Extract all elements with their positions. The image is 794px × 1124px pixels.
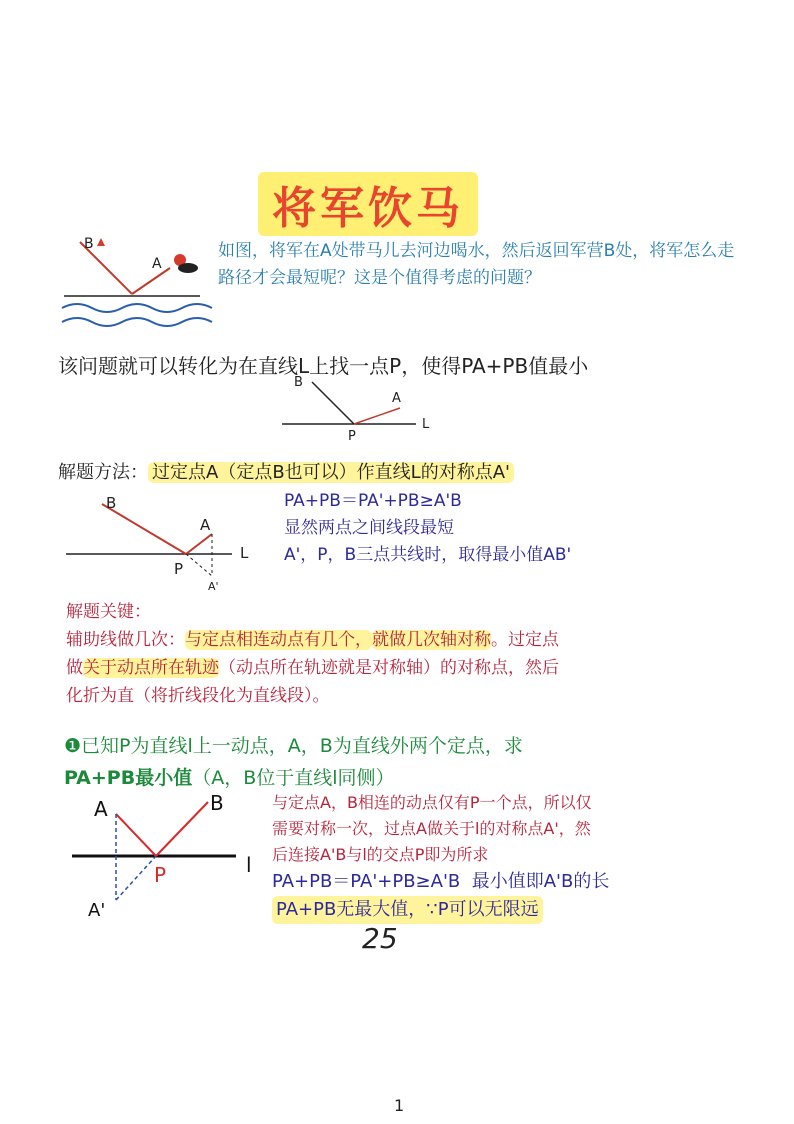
river-illustration <box>52 230 222 340</box>
problem-line-2: PA+PB最小值（A，B位于直线l同侧） <box>64 767 395 789</box>
solution-section <box>272 790 742 924</box>
fig3-label-a: A <box>94 797 108 821</box>
horse-icon <box>178 263 198 273</box>
figure-3 <box>70 788 270 928</box>
segment-pb <box>156 802 208 856</box>
key-line-2: 做关于动点所在轨迹（动点所在轨迹就是对称轴）的对称点，然后 <box>66 658 559 678</box>
segment-pa <box>186 534 212 554</box>
path-a-line <box>132 268 170 294</box>
method-text: 过定点A（定点B也可以）作直线L的对称点A' <box>148 462 514 483</box>
segment-ap <box>116 814 156 856</box>
key-highlight-1: 与定点相连动点有几个， <box>185 630 372 650</box>
handwritten-page-number: 25 <box>362 922 398 955</box>
intro-label-a: A <box>152 256 162 272</box>
method-prefix: 解题方法： <box>58 462 148 483</box>
fig1-label-p: P <box>348 429 356 444</box>
figure-1 <box>276 374 456 446</box>
solution-line-3: 后连接A'B与l的交点P即为所求 <box>272 845 489 864</box>
fig3-label-a2: A' <box>88 900 106 921</box>
fig3-label-l: l <box>246 853 252 877</box>
page-title: 将军饮马 <box>258 172 478 236</box>
key-highlight-2: 就做几次轴对称 <box>372 630 491 650</box>
figure-2 <box>62 488 272 598</box>
fig3-label-p: P <box>154 863 167 887</box>
key-highlight-3: 关于动点所在轨迹 <box>83 658 219 678</box>
fig1-label-b: B <box>294 375 303 390</box>
intro-text: 如图，将军在A处带马儿去河边喝水，然后返回军营B处，将军怎么走路径才会最短呢？这是个值得考虑的问题？ <box>218 241 735 288</box>
wave-2 <box>62 318 212 326</box>
tent-icon <box>97 238 105 246</box>
method-line-3: A'，P，B三点共线时，取得最小值AB' <box>284 545 572 565</box>
method-line-1: PA+PB＝PA'+PB≥A'B <box>284 491 462 511</box>
solution-line-4: PA+PB＝PA'+PB≥A'B 最小值即A'B的长 <box>272 871 610 892</box>
solution-line-5: PA+PB无最大值，∵P可以无限远 <box>272 896 543 924</box>
solution-line-1: 与定点A，B相连的动点仅有P一个点，所以仅 <box>272 793 592 812</box>
key-heading: 解题关键： <box>66 602 151 622</box>
segment-pa2 <box>186 554 212 576</box>
fig2-label-b: B <box>106 494 117 512</box>
wave-1 <box>62 304 212 312</box>
fig1-label-a: A <box>392 391 401 406</box>
fig2-label-a: A <box>200 516 211 534</box>
method-line <box>58 458 514 484</box>
fig2-label-a2: A' <box>208 580 219 593</box>
problem-number: ❶ <box>64 735 82 757</box>
segment-pa <box>354 408 400 424</box>
convert-text: 该问题就可以转化为在直线L上找一点P，使得PA+PB值最小 <box>58 354 589 378</box>
intro-label-b: B <box>84 236 94 252</box>
problem-line-1: ❶已知P为直线l上一动点，A，B为直线外两个定点，求 <box>64 735 523 757</box>
segment-pb <box>312 382 354 424</box>
key-line-1: 辅助线做几次：与定点相连动点有几个，就做几次轴对称。过定点 <box>66 630 559 650</box>
method-lines <box>284 488 571 569</box>
fig3-label-b: B <box>210 791 224 815</box>
segment-a2p <box>116 856 156 900</box>
method-line-2: 显然两点之间线段最短 <box>284 518 454 538</box>
fig1-label-l: L <box>422 417 430 432</box>
page-number: 1 <box>394 1096 405 1115</box>
fig2-label-l: L <box>240 544 249 562</box>
key-line-3: 化折为直（将折线段化为直线段）。 <box>66 686 330 706</box>
solution-line-2: 需要对称一次，过点A做关于l的对称点A'，然 <box>272 819 591 838</box>
problem-section <box>64 730 704 794</box>
key-section <box>66 598 746 710</box>
fig2-label-p: P <box>174 560 184 578</box>
